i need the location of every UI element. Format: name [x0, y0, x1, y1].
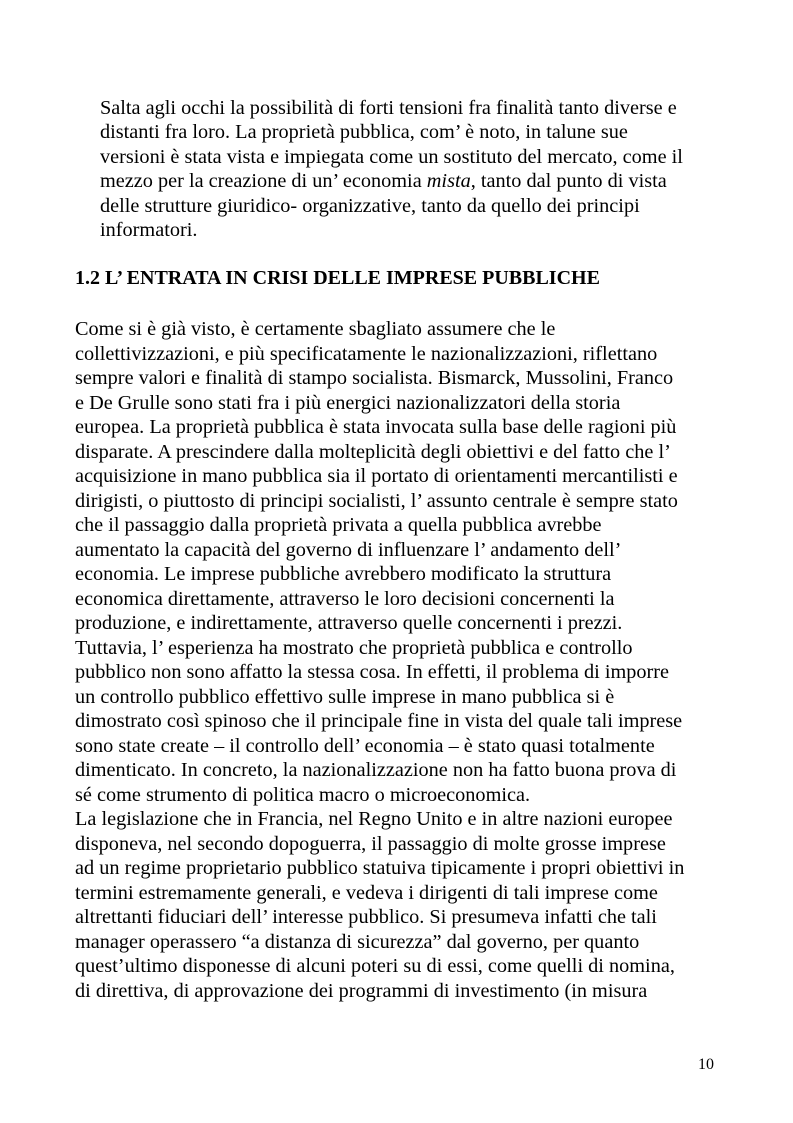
body-line: economia. Le imprese pubbliche avrebbero modificato la struttura — [75, 563, 612, 585]
body-line: dirigisti, o piuttosto di principi socialisti, l’ assunto centrale è sempre stato — [75, 490, 678, 512]
page-number: 10 — [698, 1056, 714, 1073]
quote-line: delle strutture giuridico- organizzative, tanto da quello dei principi — [100, 195, 640, 217]
body-line: altrettanti fiduciari dell’ interesse pubblico. Si presumeva infatti che tali — [75, 906, 657, 928]
body-line: ad un regime proprietario pubblico statuiva tipicamente i propri obiettivi in — [75, 857, 685, 879]
body-line: acquisizione in mano pubblica sia il portato di orientamenti mercantilisti e — [75, 465, 678, 487]
body-line: e De Grulle sono stati fra i più energici nazionalizzatori della storia — [75, 392, 621, 414]
quote-text: , tanto dal punto di vista — [470, 170, 667, 192]
body-line: Tuttavia, l’ esperienza ha mostrato che proprietà pubblica e controllo — [75, 637, 633, 659]
section-heading: 1.2 L’ ENTRATA IN CRISI DELLE IMPRESE PUBBLICHE — [75, 267, 600, 289]
body-line: manager operassero “a distanza di sicurezza” dal governo, per quanto — [75, 931, 640, 953]
quote-line: Salta agli occhi la possibilità di forti tensioni fra finalità tanto diverse e — [100, 97, 677, 119]
body-line: sé come strumento di politica macro o microeconomica. — [75, 784, 531, 806]
body-line: Come si è già visto, è certamente sbagliato assumere che le — [75, 318, 556, 340]
body-line: produzione, e indirettamente, attraverso quelle concernenti i prezzi. — [75, 612, 623, 634]
body-line: La legislazione che in Francia, nel Regno Unito e in altre nazioni europee — [75, 808, 673, 830]
body-line: sempre valori e finalità di stampo socialista. Bismarck, Mussolini, Franco — [75, 367, 674, 389]
quote-line — [100, 169, 667, 193]
quote-text: mezzo per la creazione di un’ economia — [100, 170, 427, 192]
body-line: termini estremamente generali, e vedeva i dirigenti di tali imprese come — [75, 882, 658, 904]
quote-line: distanti fra loro. La proprietà pubblica, com’ è noto, in talune sue — [100, 121, 628, 143]
body-line: dimenticato. In concreto, la nazionalizzazione non ha fatto buona prova di — [75, 759, 677, 781]
body-line: disponeva, nel secondo dopoguerra, il passaggio di molte grosse imprese — [75, 833, 666, 855]
body-line: di direttiva, di approvazione dei programmi di investimento (in misura — [75, 980, 648, 1002]
body-line: pubblico non sono affatto la stessa cosa. In effetti, il problema di imporre — [75, 661, 670, 683]
body-line: europea. La proprietà pubblica è stata invocata sulla base delle ragioni più — [75, 416, 677, 438]
quote-line: informatori. — [100, 219, 198, 241]
body-line: disparate. A prescindere dalla molteplicità degli obiettivi e del fatto che l’ — [75, 441, 671, 463]
body-line: dimostrato così spinoso che il principale fine in vista del quale tali imprese — [75, 710, 683, 732]
body-line: economica direttamente, attraverso le loro decisioni concernenti la — [75, 588, 615, 610]
body-line: sono state create – il controllo dell’ economia – è stato quasi totalmente — [75, 735, 655, 757]
body-line: che il passaggio dalla proprietà privata a quella pubblica avrebbe — [75, 514, 602, 536]
body-line: quest’ultimo disponesse di alcuni poteri su di essi, come quelli di nomina, — [75, 955, 675, 977]
quote-line: versioni è stata vista e impiegata come un sostituto del mercato, come il — [100, 146, 683, 168]
body-line: un controllo pubblico effettivo sulle imprese in mano pubblica si è — [75, 686, 615, 708]
body-line: aumentato la capacità del governo di influenzare l’ andamento dell’ — [75, 539, 622, 561]
emphasized-word: mista — [426, 170, 471, 192]
body-line: collettivizzazioni, e più specificatamente le nazionalizzazioni, riflettano — [75, 343, 658, 365]
